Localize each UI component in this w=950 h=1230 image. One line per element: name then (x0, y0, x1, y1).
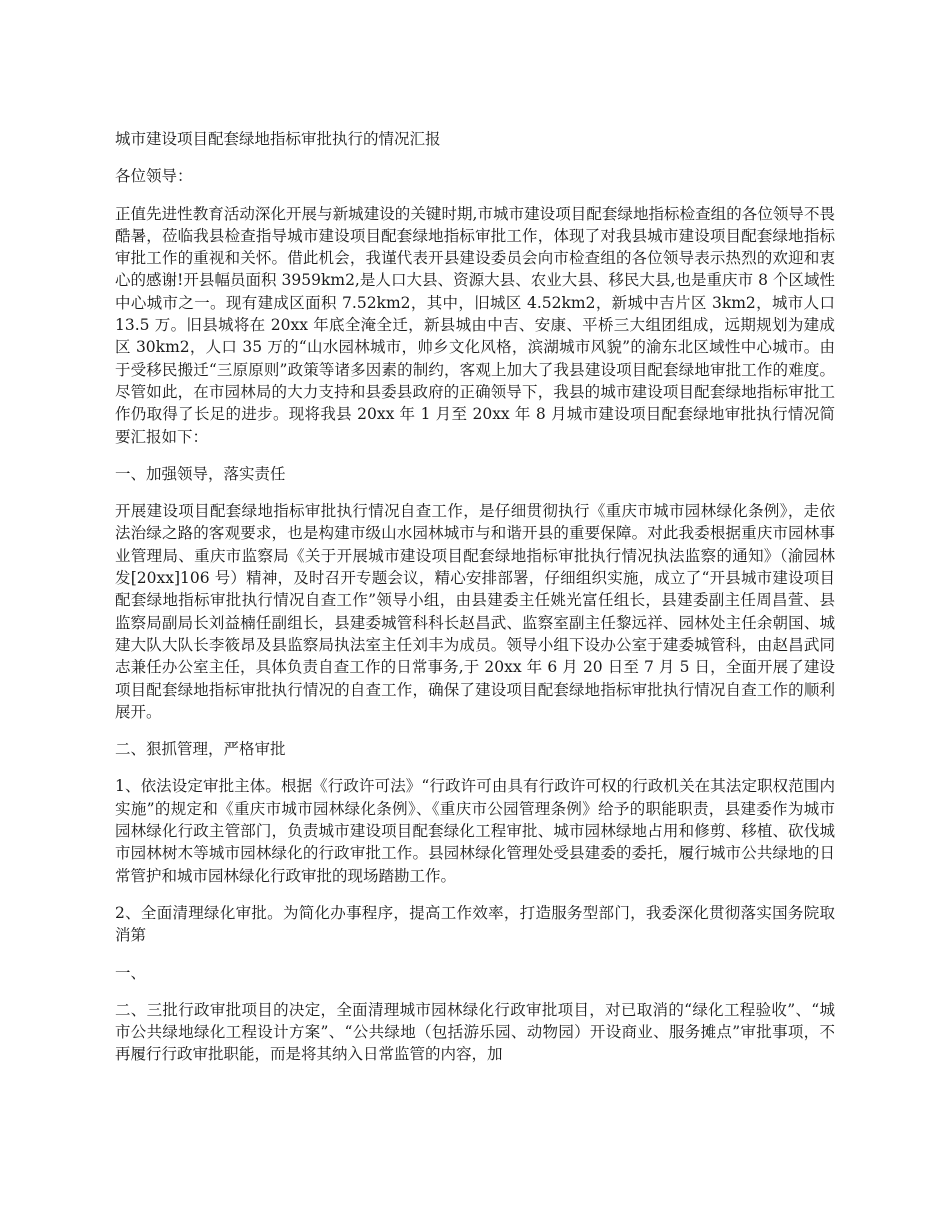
document-page (115, 128, 835, 1081)
section-heading-2: 二、狠抓管理，严格审批 (115, 740, 286, 759)
paragraph-item-3: 二、三批行政审批项目的决定，全面清理城市园林绿化行政审批项目，对已取消的“绿化工程验收”、“城市公共绿地绿化工程设计方案”、“公共绿地（包括游乐园、动物园）开设商业、服务摊点”审批事项，不再履行行政审批职能，而是将其纳入日常监管的内容，加 (115, 1000, 835, 1064)
salutation: 各位领导： (115, 167, 193, 186)
paragraph-fragment: 一、 (115, 963, 147, 982)
paragraph-section-1: 开展建设项目配套绿地指标审批执行情况自查工作，是仔细贯彻执行《重庆市城市园林绿化条例》，走依法治绿之路的客观要求，也是构建市级山水园林城市与和谐开县的重要保障。对此我委根据重庆市园林事业管理局、重庆市监察局《关于开展城市建设项目配套绿地指标审批执行情况执法监察的通知》（渝园林发[20xx]106 号）精神，及时召开专题会议，精心安排部署，仔细组织实施，成立了“开县城市建设项目配套绿地指标审批执行情况自查工作”领导小组，由县建委主任姚光富任组长，县建委副主任周昌萱、县监察局副局长刘益楠任副组长，县建委城管科科长赵昌武、监察室副主任黎远祥、园林处主任余朝国、城建大队大队长李筱昂及县监察局执法室主任刘丰为成员。领导小组下设办公室于建委城管科，由赵昌武同志兼任办公室主任，具体负责自查工作的日常事务,于 20xx 年 6 月 20 日至 7 月 5 日，全面开展了建设项目配套绿地指标审批执行情况的自查工作，确保了建设项目配套绿地指标审批执行情况自查工作的顺利展开。 (115, 502, 835, 721)
section-heading-1: 一、加强领导，落实责任 (115, 464, 286, 483)
paragraph-intro: 正值先进性教育活动深化开展与新城建设的关键时期,市城市建设项目配套绿地指标检查组的各位领导不畏酷暑，莅临我县检查指导城市建设项目配套绿地指标审批工作，体现了对我县城市建设项目配套绿地指标审批工作的重视和关怀。借此机会，我谨代表开县建设委员会向市检查组的各位领导表示热烈的欢迎和衷心的感谢!开县幅员面积 3959km2,是人口大县、资源大县、农业大县、移民大县,也是重庆市 8 个区域性中心城市之一。现有建成区面积 7.52km2，其中，旧城区 4.52km2，新城中吉片区 3km2，城市人口 13.5 万。旧县城将在 20xx 年底全淹全迁，新县城由中吉、安康、平桥三大组团组成，远期规划为建成区 30km2，人口 35 万的“山水园林城市，帅乡文化风格，滨湖城市风貌”的渝东北区域性中心城市。由于受移民搬迁“三原原则”政策等诸多因素的制约，客观上加大了我县建设项目配套绿地审批工作的难度。尽管如此，在市园林局的大力支持和县委县政府的正确领导下，我县的城市建设项目配套绿地指标审批工作仍取得了长足的进步。现将我县 20xx 年 1 月至 20xx 年 8 月城市建设项目配套绿地审批执行情况简要汇报如下： (115, 204, 835, 446)
paragraph-item-2: 2、全面清理绿化审批。为简化办事程序，提高工作效率，打造服务型部门，我委深化贯彻落实国务院取消第 (115, 903, 835, 945)
document-title: 城市建设项目配套绿地指标审批执行的情况汇报 (115, 130, 441, 148)
paragraph-item-1: 1、依法设定审批主体。根据《行政许可法》“行政许可由具有行政许可权的行政机关在其法定职权范围内实施”的规定和《重庆市城市园林绿化条例》、《重庆市公园管理条例》给予的职能职责，县建委作为城市园林绿化行政主管部门，负责城市建设项目配套绿化工程审批、城市园林绿地占用和修剪、移植、砍伐城市园林树木等城市园林绿化的行政审批工作。县园林绿化管理处受县建委的委托，履行城市公共绿地的日常管护和城市园林绿化行政审批的现场踏勘工作。 (115, 777, 835, 885)
